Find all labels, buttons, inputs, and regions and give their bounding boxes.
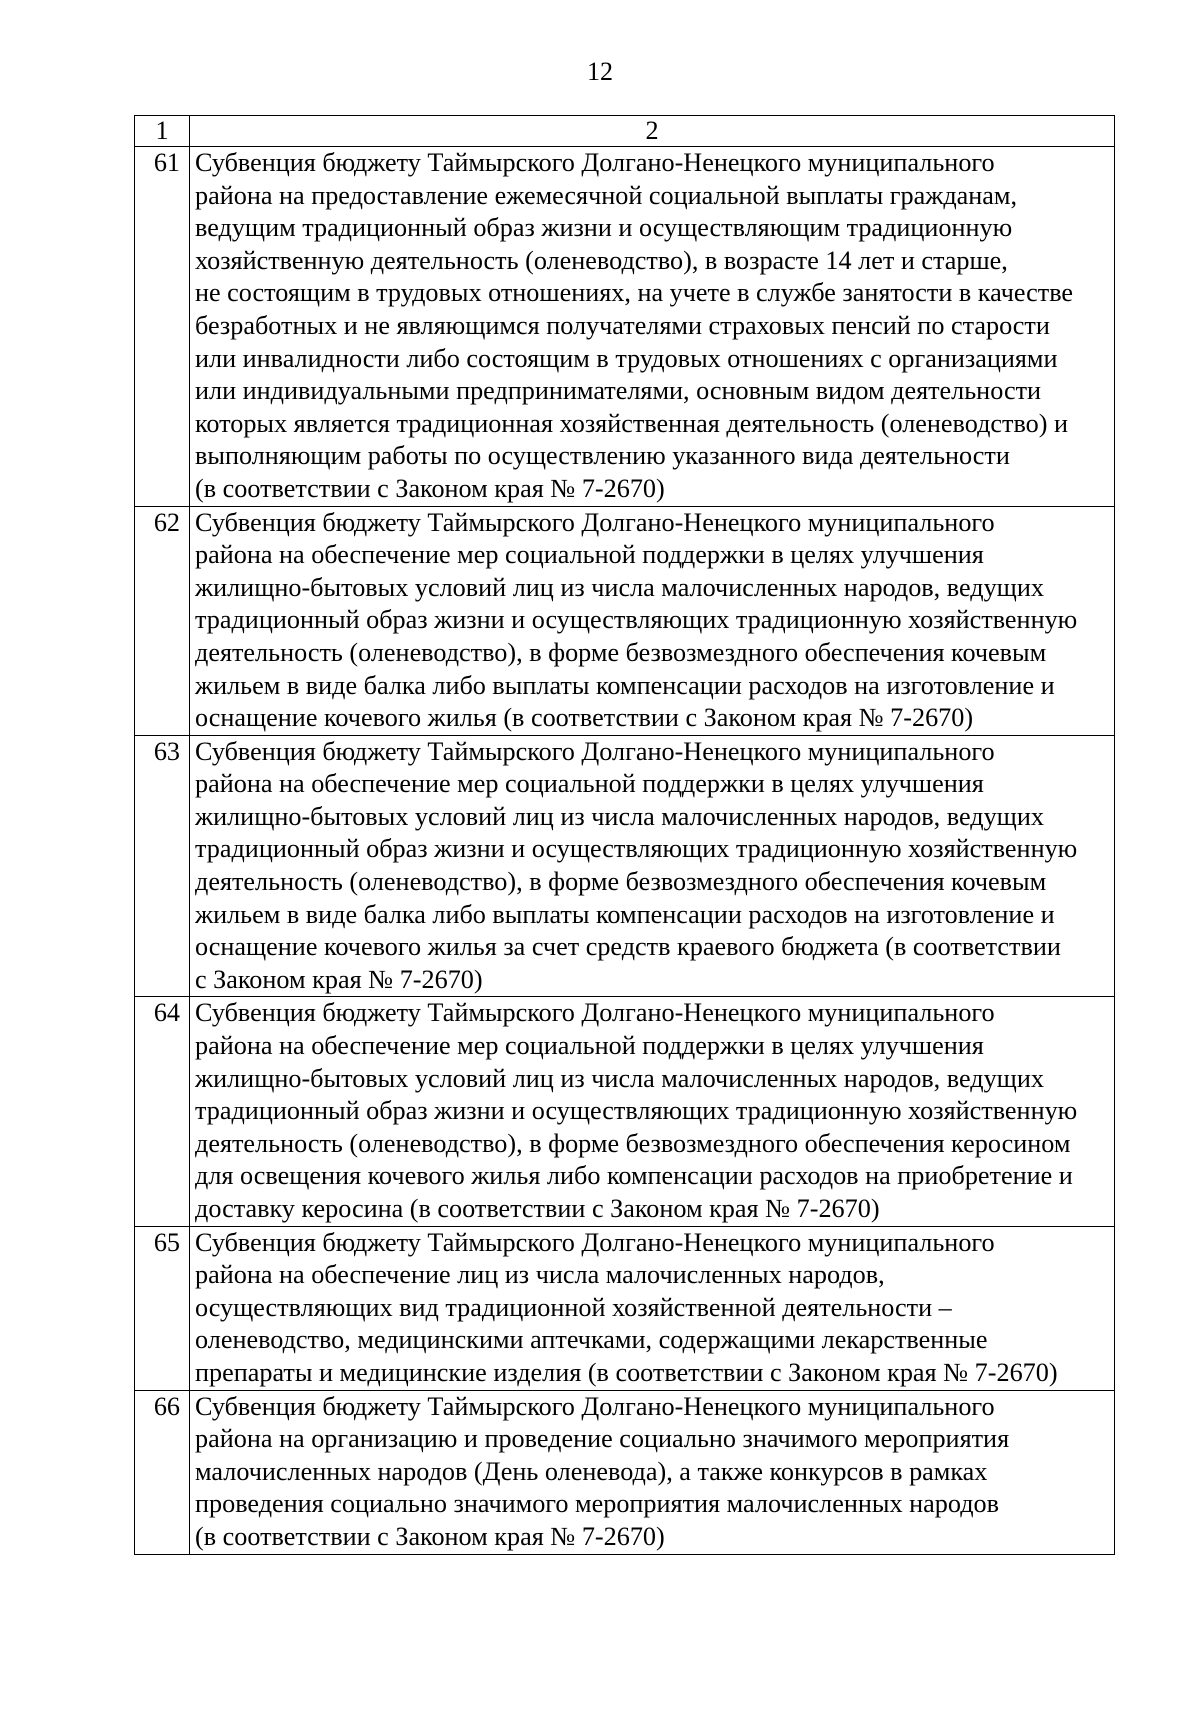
description-line: жилищно-бытовых условий лиц из числа малочисленных народов, ведущих bbox=[195, 572, 1044, 602]
table-row bbox=[135, 735, 1115, 997]
description-line: района на обеспечение мер социальной поддержки в целях улучшения bbox=[195, 540, 984, 570]
description-line: хозяйственную деятельность (оленеводство), в возрасте 14 лет и старше, bbox=[195, 245, 1008, 275]
description-line: которых является традиционная хозяйственная деятельность (оленеводство) и bbox=[195, 408, 1069, 438]
description-line: ведущим традиционный образ жизни и осуществляющим традиционную bbox=[195, 213, 1013, 243]
description-line: оленеводство, медицинскими аптечками, содержащими лекарственные bbox=[195, 1325, 988, 1355]
description-line: не состоящим в трудовых отношениях, на учете в службе занятости в качестве bbox=[195, 278, 1074, 308]
table-row bbox=[135, 1226, 1115, 1390]
table-row bbox=[135, 147, 1115, 507]
description-line: деятельность (оленеводство), в форме безвозмездного обеспечения кочевым bbox=[195, 637, 1047, 667]
description-line: жильем в виде балка либо выплаты компенсации расходов на изготовление и bbox=[195, 899, 1055, 929]
row-number-cell: 65 bbox=[135, 1226, 190, 1390]
description-line: Субвенция бюджету Таймырского Долгано-Ненецкого муниципального bbox=[195, 1227, 995, 1257]
description-line: осуществляющих вид традиционной хозяйственной деятельности – bbox=[195, 1292, 952, 1322]
subvention-table bbox=[134, 115, 1115, 1555]
description-line: препараты и медицинские изделия (в соответствии с Законом края № 7-2670) bbox=[195, 1357, 1058, 1387]
row-number-cell: 63 bbox=[135, 735, 190, 997]
description-line: безработных и не являющимся получателями страховых пенсий по старости bbox=[195, 310, 1050, 340]
description-line: района на предоставление ежемесячной социальной выплаты гражданам, bbox=[195, 180, 1018, 210]
row-description-cell bbox=[190, 997, 1115, 1226]
description-line: проведения социально значимого мероприятия малочисленных народов bbox=[195, 1489, 999, 1519]
table-row bbox=[135, 506, 1115, 735]
row-number-cell: 62 bbox=[135, 506, 190, 735]
row-number-cell: 66 bbox=[135, 1390, 190, 1554]
description-line: малочисленных народов (День оленевода), а также конкурсов в рамках bbox=[195, 1456, 988, 1486]
row-description-cell bbox=[190, 735, 1115, 997]
description-line: для освещения кочевого жилья либо компенсации расходов на приобретение и bbox=[195, 1161, 1073, 1191]
description-line: жилищно-бытовых условий лиц из числа малочисленных народов, ведущих bbox=[195, 801, 1044, 831]
description-line: оснащение кочевого жилья (в соответствии с Законом края № 7-2670) bbox=[195, 703, 974, 733]
table-row bbox=[135, 1390, 1115, 1554]
page-number: 12 bbox=[587, 57, 613, 86]
description-line: Субвенция бюджету Таймырского Долгано-Ненецкого муниципального bbox=[195, 148, 995, 177]
description-line: доставку керосина (в соответствии с Законом края № 7-2670) bbox=[195, 1194, 880, 1223]
description-line: традиционный образ жизни и осуществляющих традиционную хозяйственную bbox=[195, 605, 1078, 635]
description-line: выполняющим работы по осуществлению указанного вида деятельности bbox=[195, 441, 1010, 471]
description-line: жилищно-бытовых условий лиц из числа малочисленных народов, ведущих bbox=[195, 1063, 1044, 1093]
row-number-cell: 61 bbox=[135, 147, 190, 507]
description-line: деятельность (оленеводство), в форме безвозмездного обеспечения керосином bbox=[195, 1128, 1071, 1158]
description-line: района на обеспечение мер социальной поддержки в целях улучшения bbox=[195, 1031, 984, 1061]
description-line: традиционный образ жизни и осуществляющих традиционную хозяйственную bbox=[195, 1096, 1078, 1126]
description-line: района на обеспечение мер социальной поддержки в целях улучшения bbox=[195, 769, 984, 799]
row-number-cell: 64 bbox=[135, 997, 190, 1226]
description-line: (в соответствии с Законом края № 7-2670) bbox=[195, 1521, 665, 1551]
row-description-cell bbox=[190, 1390, 1115, 1554]
column-header-description: 2 bbox=[190, 116, 1115, 147]
description-line: оснащение кочевого жилья за счет средств краевого бюджета (в соответствии bbox=[195, 932, 1061, 962]
description-line: Субвенция бюджету Таймырского Долгано-Ненецкого муниципального bbox=[195, 998, 995, 1028]
description-line: деятельность (оленеводство), в форме безвозмездного обеспечения кочевым bbox=[195, 867, 1047, 897]
description-line: с Законом края № 7-2670) bbox=[195, 964, 483, 994]
description-line: (в соответствии с Законом края № 7-2670) bbox=[195, 473, 665, 503]
description-line: Субвенция бюджету Таймырского Долгано-Ненецкого муниципального bbox=[195, 736, 995, 766]
row-description-cell bbox=[190, 1226, 1115, 1390]
description-line: района на обеспечение лиц из числа малочисленных народов, bbox=[195, 1260, 885, 1290]
description-line: Субвенция бюджету Таймырского Долгано-Ненецкого муниципального bbox=[195, 1391, 995, 1421]
row-description-cell bbox=[190, 506, 1115, 735]
column-header-number: 1 bbox=[135, 116, 190, 147]
description-line: традиционный образ жизни и осуществляющих традиционную хозяйственную bbox=[195, 834, 1078, 864]
description-line: или инвалидности либо состоящим в трудовых отношениях с организациями bbox=[195, 343, 1058, 373]
description-line: Субвенция бюджету Таймырского Долгано-Ненецкого муниципального bbox=[195, 507, 995, 537]
table-header-row bbox=[135, 116, 1115, 147]
row-description-cell bbox=[190, 147, 1115, 507]
description-line: района на организацию и проведение социально значимого мероприятия bbox=[195, 1424, 1010, 1454]
description-line: или индивидуальными предпринимателями, основным видом деятельности bbox=[195, 376, 1042, 406]
table-row bbox=[135, 997, 1115, 1226]
description-line: жильем в виде балка либо выплаты компенсации расходов на изготовление и bbox=[195, 670, 1055, 700]
